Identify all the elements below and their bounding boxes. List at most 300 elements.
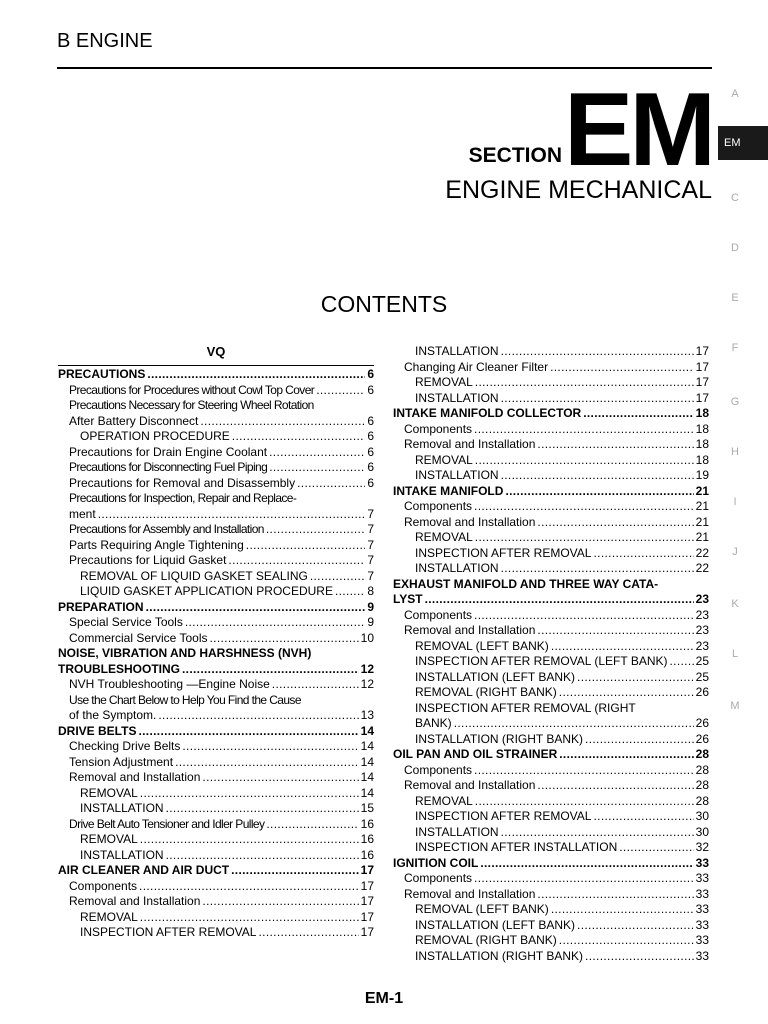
toc-entry[interactable] <box>393 592 709 608</box>
toc-entry-page: 26 <box>695 731 709 746</box>
toc-entry-title: Removal and Installation <box>69 894 201 908</box>
dot-leader <box>577 670 694 686</box>
toc-entry[interactable] <box>58 708 374 724</box>
toc-entry[interactable] <box>58 445 374 461</box>
dot-leader <box>425 592 694 608</box>
toc-entry[interactable] <box>393 484 709 500</box>
toc-entry[interactable] <box>393 546 709 562</box>
dot-leader <box>480 856 693 872</box>
contents-title: CONTENTS <box>320 291 448 317</box>
section-title: ENGINE MECHANICAL <box>445 176 712 204</box>
toc-entry[interactable] <box>58 367 374 383</box>
toc-entry-title: INSTALLATION <box>415 390 499 405</box>
toc-entry-title: Special Service Tools <box>69 615 183 629</box>
dot-leader <box>269 460 365 476</box>
dot-leader <box>140 786 359 802</box>
toc-entry-page: 14 <box>360 770 374 784</box>
toc-entry-title: INSTALLATION (RIGHT BANK) <box>415 948 584 963</box>
toc-entry-page: 7 <box>367 506 374 521</box>
dot-leader <box>537 778 693 794</box>
toc-entry-page: 21 <box>695 483 709 498</box>
dot-leader <box>158 708 358 724</box>
toc-entry-page: 18 <box>695 437 709 451</box>
header-rule <box>57 67 712 69</box>
toc-entry-page: 18 <box>695 406 709 420</box>
toc-entry[interactable] <box>393 406 709 422</box>
dot-leader <box>559 933 694 949</box>
toc-entry-title: Drive Belt Auto Tensioner and Idler Pulley <box>69 816 265 831</box>
toc-entry-title: INSPECTION AFTER REMOVAL (RIGHT <box>415 700 636 715</box>
toc-entry-page: 18 <box>695 421 709 436</box>
toc-entry-title: Changing Air Cleaner Filter <box>404 359 549 374</box>
toc-entry-title: NOISE, VIBRATION AND HARSHNESS (NVH) <box>58 646 312 660</box>
dot-leader <box>550 360 694 376</box>
toc-entry[interactable] <box>393 794 709 810</box>
toc-entry[interactable] <box>393 499 709 515</box>
toc-entry[interactable] <box>393 840 709 856</box>
toc-entry[interactable] <box>58 925 374 941</box>
toc-entry-title: Precautions for Liquid Gasket <box>69 553 227 567</box>
toc-entry[interactable] <box>58 693 374 709</box>
toc-entry-title: Parts Requiring Angle Tightening <box>69 537 244 552</box>
section-word: SECTION <box>468 144 562 167</box>
toc-entry[interactable] <box>58 460 374 476</box>
page-number: EM-1 <box>364 990 404 1007</box>
toc-entry[interactable] <box>393 670 709 686</box>
toc-entry[interactable] <box>393 778 709 794</box>
toc-entry-title: LYST <box>393 592 423 606</box>
toc-entry-page: 14 <box>360 785 374 800</box>
toc-entry-page: 23 <box>695 592 709 606</box>
toc-entry[interactable] <box>393 887 709 903</box>
toc-entry[interactable] <box>393 949 709 965</box>
toc-entry[interactable] <box>393 933 709 949</box>
side-index <box>718 80 768 740</box>
toc-entry[interactable] <box>58 910 374 926</box>
toc-entries-right <box>393 344 709 964</box>
toc-entry[interactable] <box>58 553 374 569</box>
toc-entry-title: REMOVAL <box>415 530 473 544</box>
dot-leader <box>166 801 359 817</box>
toc-entry-title: REMOVAL <box>80 832 138 846</box>
dot-leader <box>474 499 694 515</box>
toc-entry-title: Components <box>69 878 138 893</box>
dot-leader <box>583 406 693 422</box>
dot-leader <box>297 476 365 492</box>
toc-entry[interactable] <box>393 654 709 670</box>
toc-entry-page: 33 <box>695 933 709 947</box>
dot-leader <box>474 422 694 438</box>
toc-entry-title: of the Symptom. <box>69 708 157 722</box>
toc-entry-title: Precautions for Inspection, Repair and Replace- <box>69 491 297 505</box>
dot-leader <box>246 538 366 554</box>
toc-entry-page: 17 <box>360 894 374 908</box>
dot-leader <box>474 871 694 887</box>
toc-entry-title: After Battery Disconnect <box>69 413 199 428</box>
toc-entry-title: REMOVAL <box>415 375 473 389</box>
toc-entry-page: 9 <box>367 599 374 614</box>
toc-entry[interactable] <box>393 530 709 546</box>
toc-entry-title: INSPECTION AFTER REMOVAL <box>80 925 257 939</box>
toc-entry-page: 28 <box>695 762 709 777</box>
side-tab-e[interactable]: E <box>731 292 739 304</box>
dot-leader <box>310 569 365 585</box>
toc-entry-title: Use the Chart Below to Help You Find the Cause <box>69 692 301 707</box>
toc-entry-page: 12 <box>360 677 374 691</box>
toc-entry-title: NVH Troubleshooting —Engine Noise <box>69 677 270 691</box>
toc-entry[interactable] <box>393 918 709 934</box>
toc-entry-title: INSTALLATION <box>80 801 164 815</box>
toc-entry-page: 17 <box>695 359 709 374</box>
toc-entry-title: REMOVAL <box>415 452 473 467</box>
toc-entries-left <box>58 367 374 941</box>
toc-entry[interactable] <box>58 569 374 585</box>
toc-entry-page: 33 <box>695 917 709 932</box>
toc-entry-title: INSPECTION AFTER INSTALLATION <box>415 840 618 854</box>
toc-entry[interactable] <box>58 817 374 833</box>
dot-leader <box>175 755 359 771</box>
toc-entry[interactable] <box>393 623 709 639</box>
toc-entry[interactable] <box>58 848 374 864</box>
dot-leader <box>474 608 694 624</box>
toc-entry[interactable] <box>393 422 709 438</box>
toc-entry[interactable] <box>393 453 709 469</box>
column-rule <box>58 365 374 366</box>
toc-entry-title: BANK) <box>415 716 452 730</box>
toc-entry[interactable] <box>58 584 374 600</box>
dot-leader <box>537 437 693 453</box>
toc-entry-page: 10 <box>360 630 374 645</box>
dot-leader <box>232 429 366 445</box>
dot-leader <box>140 910 359 926</box>
toc-entry-page: 22 <box>695 545 709 560</box>
toc-entry[interactable] <box>393 871 709 887</box>
toc-entry-page: 17 <box>695 375 709 389</box>
toc-entry-page: 30 <box>695 809 709 823</box>
toc-entry-title: Tension Adjustment <box>69 754 174 769</box>
side-tab-f[interactable]: F <box>731 342 739 354</box>
dot-leader <box>585 949 694 965</box>
toc-entry-title: Components <box>404 607 473 622</box>
toc-entry-page: 16 <box>360 847 374 862</box>
toc-entry-title: REMOVAL (LEFT BANK) <box>415 638 549 653</box>
side-tab-l[interactable]: L <box>731 648 739 660</box>
toc-entry-title: REMOVAL (RIGHT BANK) <box>415 933 557 947</box>
toc-entry-title: INSTALLATION <box>415 824 499 839</box>
toc-entry-page: 19 <box>695 468 709 482</box>
dot-leader <box>537 515 693 531</box>
dot-leader <box>537 887 693 903</box>
toc-entry-page: 26 <box>695 716 709 730</box>
dot-leader <box>139 879 359 895</box>
toc-entry[interactable] <box>58 476 374 492</box>
toc-entry[interactable] <box>58 863 374 879</box>
toc-entry-page: 21 <box>695 514 709 529</box>
toc-entry[interactable] <box>58 786 374 802</box>
toc-entry-page: 33 <box>695 855 709 870</box>
toc-entry-page: 21 <box>695 499 709 513</box>
toc-entry[interactable] <box>393 856 709 872</box>
toc-entry[interactable] <box>393 902 709 918</box>
toc-entry[interactable] <box>393 809 709 825</box>
toc-entry-title: INSTALLATION (RIGHT BANK) <box>415 731 584 746</box>
side-tab-em[interactable]: EM <box>718 126 768 160</box>
toc-entry[interactable] <box>58 398 374 414</box>
toc-entry[interactable] <box>393 344 709 360</box>
toc-entry-page: 8 <box>367 584 374 598</box>
toc-entry-page: 14 <box>360 723 374 738</box>
toc-entry-title: EXHAUST MANIFOLD AND THREE WAY CATA- <box>393 576 659 591</box>
side-tab-k[interactable]: K <box>731 598 739 610</box>
dot-leader <box>501 391 694 407</box>
toc-entry-page: 15 <box>360 801 374 815</box>
toc-entry[interactable] <box>393 716 709 732</box>
toc-entry[interactable] <box>58 879 374 895</box>
toc-entry-page: 12 <box>360 661 374 676</box>
toc-entry-title: Precautions for Assembly and Installation <box>69 522 264 536</box>
dot-leader <box>166 848 359 864</box>
toc-entry-title: INSTALLATION (LEFT BANK) <box>415 917 576 932</box>
toc-entry-page: 30 <box>695 824 709 839</box>
toc-entry[interactable] <box>58 414 374 430</box>
dot-leader <box>619 840 693 856</box>
dot-leader <box>593 809 693 825</box>
toc-entry[interactable] <box>393 577 709 593</box>
toc-entry-title: INSTALLATION <box>415 561 499 575</box>
toc-entry[interactable] <box>393 515 709 531</box>
toc-entry-page: 16 <box>360 832 374 846</box>
toc-entry-title: Components <box>404 421 473 436</box>
toc-entry-title: Precautions Necessary for Steering Wheel Rotation <box>69 398 314 412</box>
toc-entry-title: Removal and Installation <box>404 886 536 901</box>
toc-entry-title: Components <box>404 499 473 513</box>
toc-entry-title: REMOVAL <box>80 909 138 924</box>
toc-entry-page: 28 <box>695 793 709 808</box>
dot-leader <box>551 902 694 918</box>
side-tab-j[interactable]: J <box>732 546 738 558</box>
toc-entry-title: INSTALLATION <box>415 468 499 482</box>
toc-entry-page: 18 <box>695 452 709 467</box>
dot-leader <box>231 863 359 879</box>
toc-entry[interactable] <box>58 770 374 786</box>
toc-entry-page: 33 <box>695 948 709 963</box>
toc-entry-page: 14 <box>360 739 374 753</box>
toc-entry-page: 25 <box>695 669 709 684</box>
toc-entry[interactable] <box>58 739 374 755</box>
toc-entry-page: 22 <box>695 561 709 575</box>
section-code: EM <box>564 72 712 188</box>
toc-entry-page: 33 <box>695 886 709 901</box>
dot-leader <box>475 530 694 546</box>
toc-entry[interactable] <box>58 522 374 538</box>
toc-entry-title: Removal and Installation <box>404 623 536 637</box>
dot-leader <box>501 344 694 360</box>
side-tab-c[interactable]: C <box>731 192 739 204</box>
dot-leader <box>269 445 365 461</box>
toc-entry[interactable] <box>393 468 709 484</box>
toc-entry-title: DRIVE BELTS <box>58 723 137 738</box>
dot-leader <box>272 677 359 693</box>
toc-entry-title: INTAKE MANIFOLD <box>393 483 504 498</box>
toc-entry-title: Removal and Installation <box>404 514 536 529</box>
toc-entry-page: 17 <box>360 863 374 877</box>
dot-leader <box>138 724 358 740</box>
toc-entry-page: 23 <box>695 623 709 637</box>
toc-entry-title: Removal and Installation <box>404 437 536 451</box>
toc-entry-title: AIR CLEANER AND AIR DUCT <box>58 863 230 877</box>
toc-entry[interactable] <box>58 755 374 771</box>
toc-entry[interactable] <box>58 631 374 647</box>
toc-entry[interactable] <box>393 747 709 763</box>
toc-entry-page: 16 <box>360 816 374 831</box>
side-tab-m[interactable]: M <box>730 700 740 712</box>
toc-entry-page: 17 <box>360 909 374 924</box>
side-tab-a[interactable]: A <box>731 88 739 100</box>
toc-entry[interactable] <box>58 832 374 848</box>
toc-entry[interactable] <box>58 429 374 445</box>
column-title: VQ <box>206 344 226 359</box>
toc-entry-title: Commercial Service Tools <box>69 630 208 645</box>
dot-leader <box>501 561 694 577</box>
dot-leader <box>501 825 694 841</box>
dot-leader <box>454 716 694 732</box>
dot-leader <box>335 584 365 600</box>
dot-leader <box>146 600 366 616</box>
toc-entry-page: 26 <box>695 685 709 699</box>
toc-entry-title: INSPECTION AFTER REMOVAL (LEFT BANK) <box>415 654 668 668</box>
dot-leader <box>537 623 693 639</box>
toc-entry[interactable] <box>58 383 374 399</box>
toc-entry-page: 6 <box>367 444 374 459</box>
toc-entry-title: REMOVAL (RIGHT BANK) <box>415 685 557 699</box>
toc-entry-title: PREPARATION <box>58 599 144 614</box>
dot-leader <box>202 894 358 910</box>
toc-entry-title: REMOVAL <box>80 785 138 800</box>
dot-leader <box>475 453 694 469</box>
toc-entry-page: 33 <box>695 902 709 916</box>
dot-leader <box>182 662 359 678</box>
dot-leader <box>577 918 694 934</box>
dot-leader <box>140 832 359 848</box>
toc-entry[interactable] <box>58 662 374 678</box>
dot-leader <box>501 468 694 484</box>
toc-entry-page: 28 <box>695 747 709 761</box>
toc-entry-page: 23 <box>695 607 709 622</box>
toc-entry-page: 6 <box>367 382 374 397</box>
toc-entry[interactable] <box>58 677 374 693</box>
toc-entry-title: INSPECTION AFTER REMOVAL <box>415 809 592 823</box>
toc-entry[interactable] <box>393 763 709 779</box>
dot-leader <box>316 383 365 399</box>
toc-entry-title: REMOVAL OF LIQUID GASKET SEALING <box>80 568 308 583</box>
toc-entry-title: TROUBLESHOOTING <box>58 661 180 676</box>
toc-entry[interactable] <box>393 639 709 655</box>
toc-entry[interactable] <box>58 801 374 817</box>
toc-entry[interactable] <box>58 600 374 616</box>
dot-leader <box>670 654 694 670</box>
toc-entry-page: 21 <box>695 530 709 544</box>
toc-right-column <box>393 344 709 964</box>
toc-entry-title: INSPECTION AFTER REMOVAL <box>415 545 592 560</box>
toc-entry-page: 7 <box>367 553 374 567</box>
toc-entry-title: Precautions for Removal and Disassembly <box>69 475 296 490</box>
toc-entry-title: Components <box>404 762 473 777</box>
toc-entry[interactable] <box>58 894 374 910</box>
toc-entry-title: IGNITION COIL <box>393 855 479 870</box>
toc-entry-title: PRECAUTIONS <box>58 367 146 381</box>
toc-entry-title: Precautions for Disconnecting Fuel Piping <box>69 460 268 474</box>
toc-entry-page: 17 <box>695 390 709 405</box>
toc-entry[interactable] <box>58 538 374 554</box>
toc-entry-page: 7 <box>367 522 374 536</box>
toc-entry[interactable] <box>393 391 709 407</box>
toc-entry-page: 6 <box>367 367 374 381</box>
dot-leader <box>551 639 694 655</box>
toc-entry[interactable] <box>393 375 709 391</box>
toc-entry[interactable] <box>393 701 709 717</box>
toc-entry-page: 17 <box>360 878 374 893</box>
toc-left-column <box>58 344 374 941</box>
toc-entry-page: 33 <box>695 871 709 885</box>
toc-entry-page: 6 <box>367 460 374 474</box>
side-tab-h[interactable]: H <box>731 446 739 458</box>
toc-entry-page: 6 <box>367 475 374 490</box>
toc-entry-title: INSTALLATION <box>80 847 164 862</box>
toc-entry-title: Precautions for Procedures without Cowl Top Cover <box>69 382 315 397</box>
toc-entry[interactable] <box>58 491 374 507</box>
dot-leader <box>475 794 694 810</box>
toc-entry-page: 13 <box>360 708 374 722</box>
toc-entry[interactable] <box>58 507 374 523</box>
dot-leader <box>98 507 366 523</box>
toc-entry[interactable] <box>393 825 709 841</box>
dot-leader <box>585 732 694 748</box>
dot-leader <box>593 546 693 562</box>
toc-entry-page: 17 <box>695 344 709 358</box>
toc-entry[interactable] <box>393 561 709 577</box>
dot-leader <box>182 739 358 755</box>
toc-entry-title: INSTALLATION <box>415 344 499 358</box>
toc-entry[interactable] <box>393 437 709 453</box>
toc-entry[interactable] <box>393 685 709 701</box>
toc-entry[interactable] <box>58 615 374 631</box>
toc-entry[interactable] <box>393 732 709 748</box>
toc-entry[interactable] <box>58 646 374 662</box>
toc-entry-page: 7 <box>367 568 374 583</box>
toc-entry[interactable] <box>58 724 374 740</box>
dot-leader <box>147 367 365 383</box>
toc-entry-title: REMOVAL <box>415 793 473 808</box>
dot-leader <box>185 615 365 631</box>
toc-entry-page: 25 <box>695 654 709 668</box>
side-tab-g[interactable]: G <box>730 396 740 408</box>
header-label: B ENGINE <box>57 30 153 52</box>
toc-entry-page: 23 <box>695 638 709 653</box>
toc-entry-title: OIL PAN AND OIL STRAINER <box>393 747 558 761</box>
toc-entry-page: 17 <box>360 925 374 939</box>
toc-entry[interactable] <box>393 360 709 376</box>
side-tab-i[interactable]: I <box>733 496 737 508</box>
toc-entry-page: 28 <box>695 778 709 792</box>
side-tab-d[interactable]: D <box>731 242 739 254</box>
toc-entry-page: 32 <box>695 840 709 854</box>
toc-entry-title: REMOVAL (LEFT BANK) <box>415 902 549 916</box>
toc-entry-title: ment <box>69 506 96 521</box>
dot-leader <box>559 685 694 701</box>
toc-entry[interactable] <box>393 608 709 624</box>
toc-entry-page: 6 <box>367 413 374 428</box>
toc-entry-title: Removal and Installation <box>404 778 536 792</box>
